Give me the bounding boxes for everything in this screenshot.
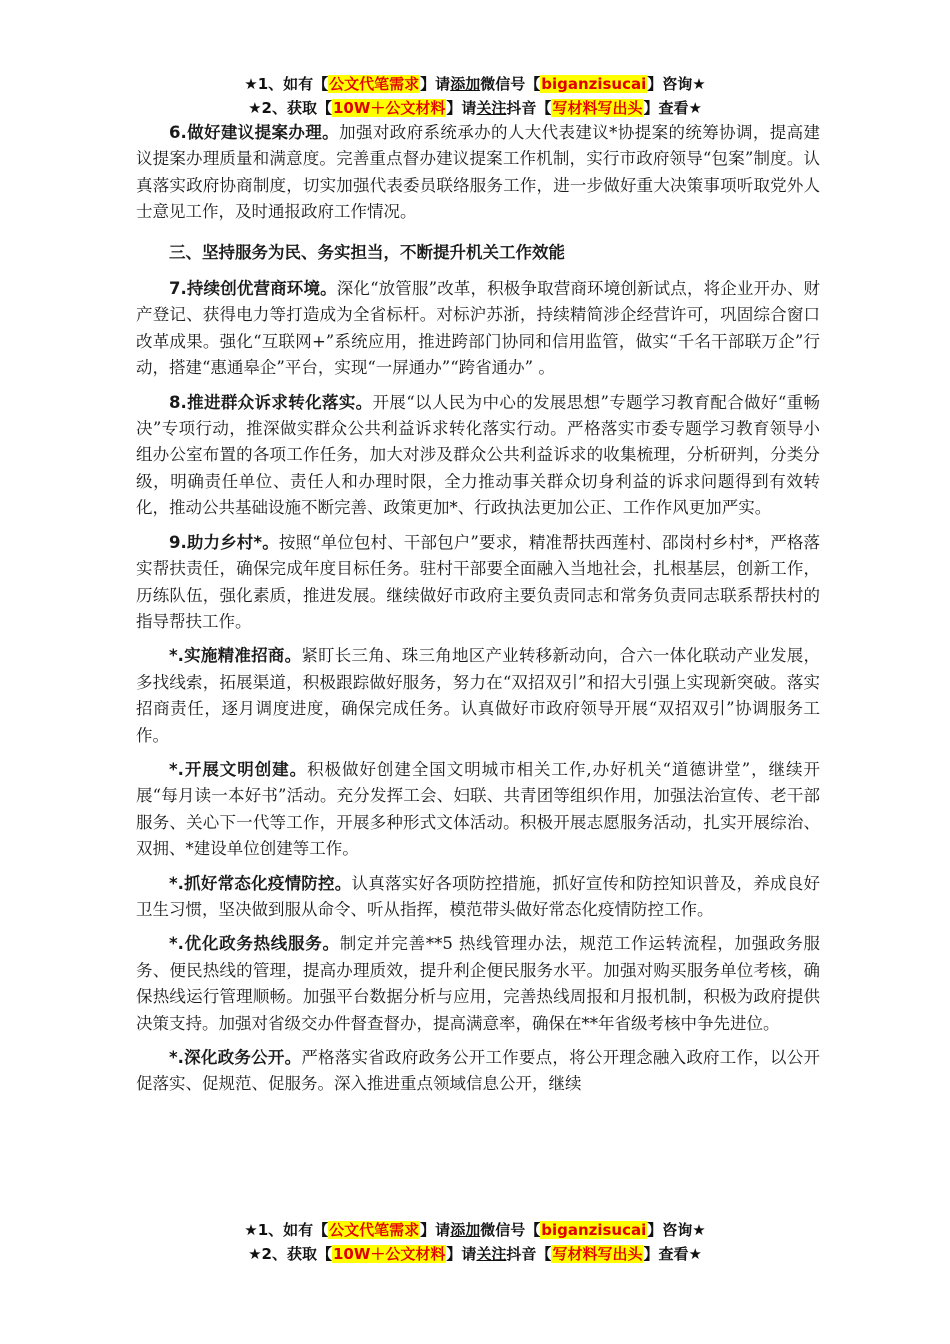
footer-banner-line-2: ★2、获取【10W＋公文材料】请关注抖音【写材料写出头】查看★: [248, 1245, 702, 1263]
highlight-service: 公文代笔需求: [329, 1221, 420, 1239]
footer-banner-line-1: ★1、如有【公文代笔需求】请添加微信号【biganzisucai】咨询★: [244, 1221, 706, 1239]
paragraph-epidemic: *.抓好常态化疫情防控。认真落实好各项防控措施，抓好宣传和防控知识普及，养成良好卫生习惯，坚决做到服从命令、听从指挥，模范带头做好常态化疫情防控工作。: [136, 873, 820, 919]
highlight-wechat-id: biganzisucai: [541, 1221, 647, 1239]
paragraph-civilization: *.开展文明创建。积极做好创建全国文明城市相关工作,办好机关“道德讲堂”，继续开展“每月读一本好书”活动。充分发挥工会、妇联、共青团等组织作用，加强法治宣传、老干部服务、关心下一代等工作，开展多种形式文体活动。积极开展志愿服务活动，扎实开展综治、双拥、*建设单位创建等工作。: [136, 759, 820, 859]
paragraph-8: 8.推进群众诉求转化落实。开展“以人民为中心的发展思想”专题学习教育配合做好“重畅决”专项行动，推深做实群众公共利益诉求转化落实行动。严格落实市委专题学习教育领导小组办公室布置的各项工作任务，加大对涉及群众公共利益诉求的收集梳理，分析研判，分类分级，明确责任单位、责任人和办理时限，全力推动事关群众切身利益的诉求问题得到有效转化，推动公共基础设施不断完善、政策更加*、行政执法更加公正、工作作风更加严实。: [136, 392, 821, 518]
document-body: [136, 120, 820, 1106]
paragraph-hotline: *.优化政务热线服务。制定并完善**5 热线管理办法，规范工作运转流程，加强政务服务、便民热线的管理，提高办理质效，提升利企便民服务水平。加强对购买服务单位考核，确保热线运行管理顺畅。加强平台数据分析与应用，完善热线周报和月报机制，积极为政府提供决策支持。加强对省级交办件督查督办，提高满意率，确保在**年省级考核中争先进位。: [136, 934, 820, 1033]
header-banner: [0, 72, 950, 120]
highlight-wechat-id: biganzisucai: [541, 75, 647, 93]
highlight-materials: 10W＋公文材料: [332, 1245, 446, 1263]
highlight-service: 公文代笔需求: [329, 75, 420, 93]
highlight-douyin-account: 写材料写出头: [552, 99, 643, 117]
paragraph-investment: *.实施精准招商。紧盯长三角、珠三角地区产业转移新动向，合六一体化联动产业发展，多找线索，拓展渠道，积极跟踪做好服务，努力在“双招双引”和招大引强上实现新突破。落实招商责任，逐月调度进度，确保完成任务。认真做好市政府领导开展“双招双引”协调服务工作。: [136, 646, 820, 745]
paragraph-9: 9.助力乡村*。按照“单位包村、干部包户”要求，精准帮扶西莲村、邵岗村乡村*，严格落实帮扶责任，确保完成年度目标任务。驻村干部要全面融入当地社会，扎根基层，创新工作，历练队伍，强化素质，推进发展。继续做好市政府主要负责同志和常务负责同志联系帮扶村的指导帮扶工作。: [136, 532, 820, 631]
paragraph-7: 7.持续创优营商环境。深化“放管服”改革，积极争取营商环境创新试点，将企业开办、财产登记、获得电力等打造成为全省标杆。对标沪苏浙，持续精简涉企经营许可，巩固综合窗口改革成果。强化“互联网+”系统应用，推进跨部门协同和信用监管，做实“千名干部联万企”行动，搭建“惠通皋企”平台，实现“一屏通办”“跨省通办” 。: [136, 279, 821, 378]
footer-banner: [0, 1218, 950, 1266]
paragraph-openness: *.深化政务公开。严格落实省政府政务公开工作要点，将公开理念融入政府工作，以公开促落实、促规范、促服务。深入推进重点领域信息公开，继续: [136, 1048, 820, 1094]
paragraph-6: 6.做好建议提案办理。加强对政府系统承办的人大代表建议*协提案的统筹协调，提高建议提案办理质量和满意度。完善重点督办建议提案工作机制，实行市政府领导“包案”制度。认真落实政府协商制度，切实加强代表委员联络服务工作，进一步做好重大决策事项听取党外人士意见工作，及时通报政府工作情况。: [136, 123, 821, 222]
highlight-materials: 10W＋公文材料: [332, 99, 446, 117]
section-heading-3: 三、坚持服务为民、务实担当，不断提升机关工作效能: [169, 242, 565, 262]
header-banner-line-1: ★1、如有【公文代笔需求】请添加微信号【biganzisucai】咨询★: [244, 75, 706, 93]
highlight-douyin-account: 写材料写出头: [552, 1245, 643, 1263]
header-banner-line-2: ★2、获取【10W＋公文材料】请关注抖音【写材料写出头】查看★: [248, 99, 702, 117]
